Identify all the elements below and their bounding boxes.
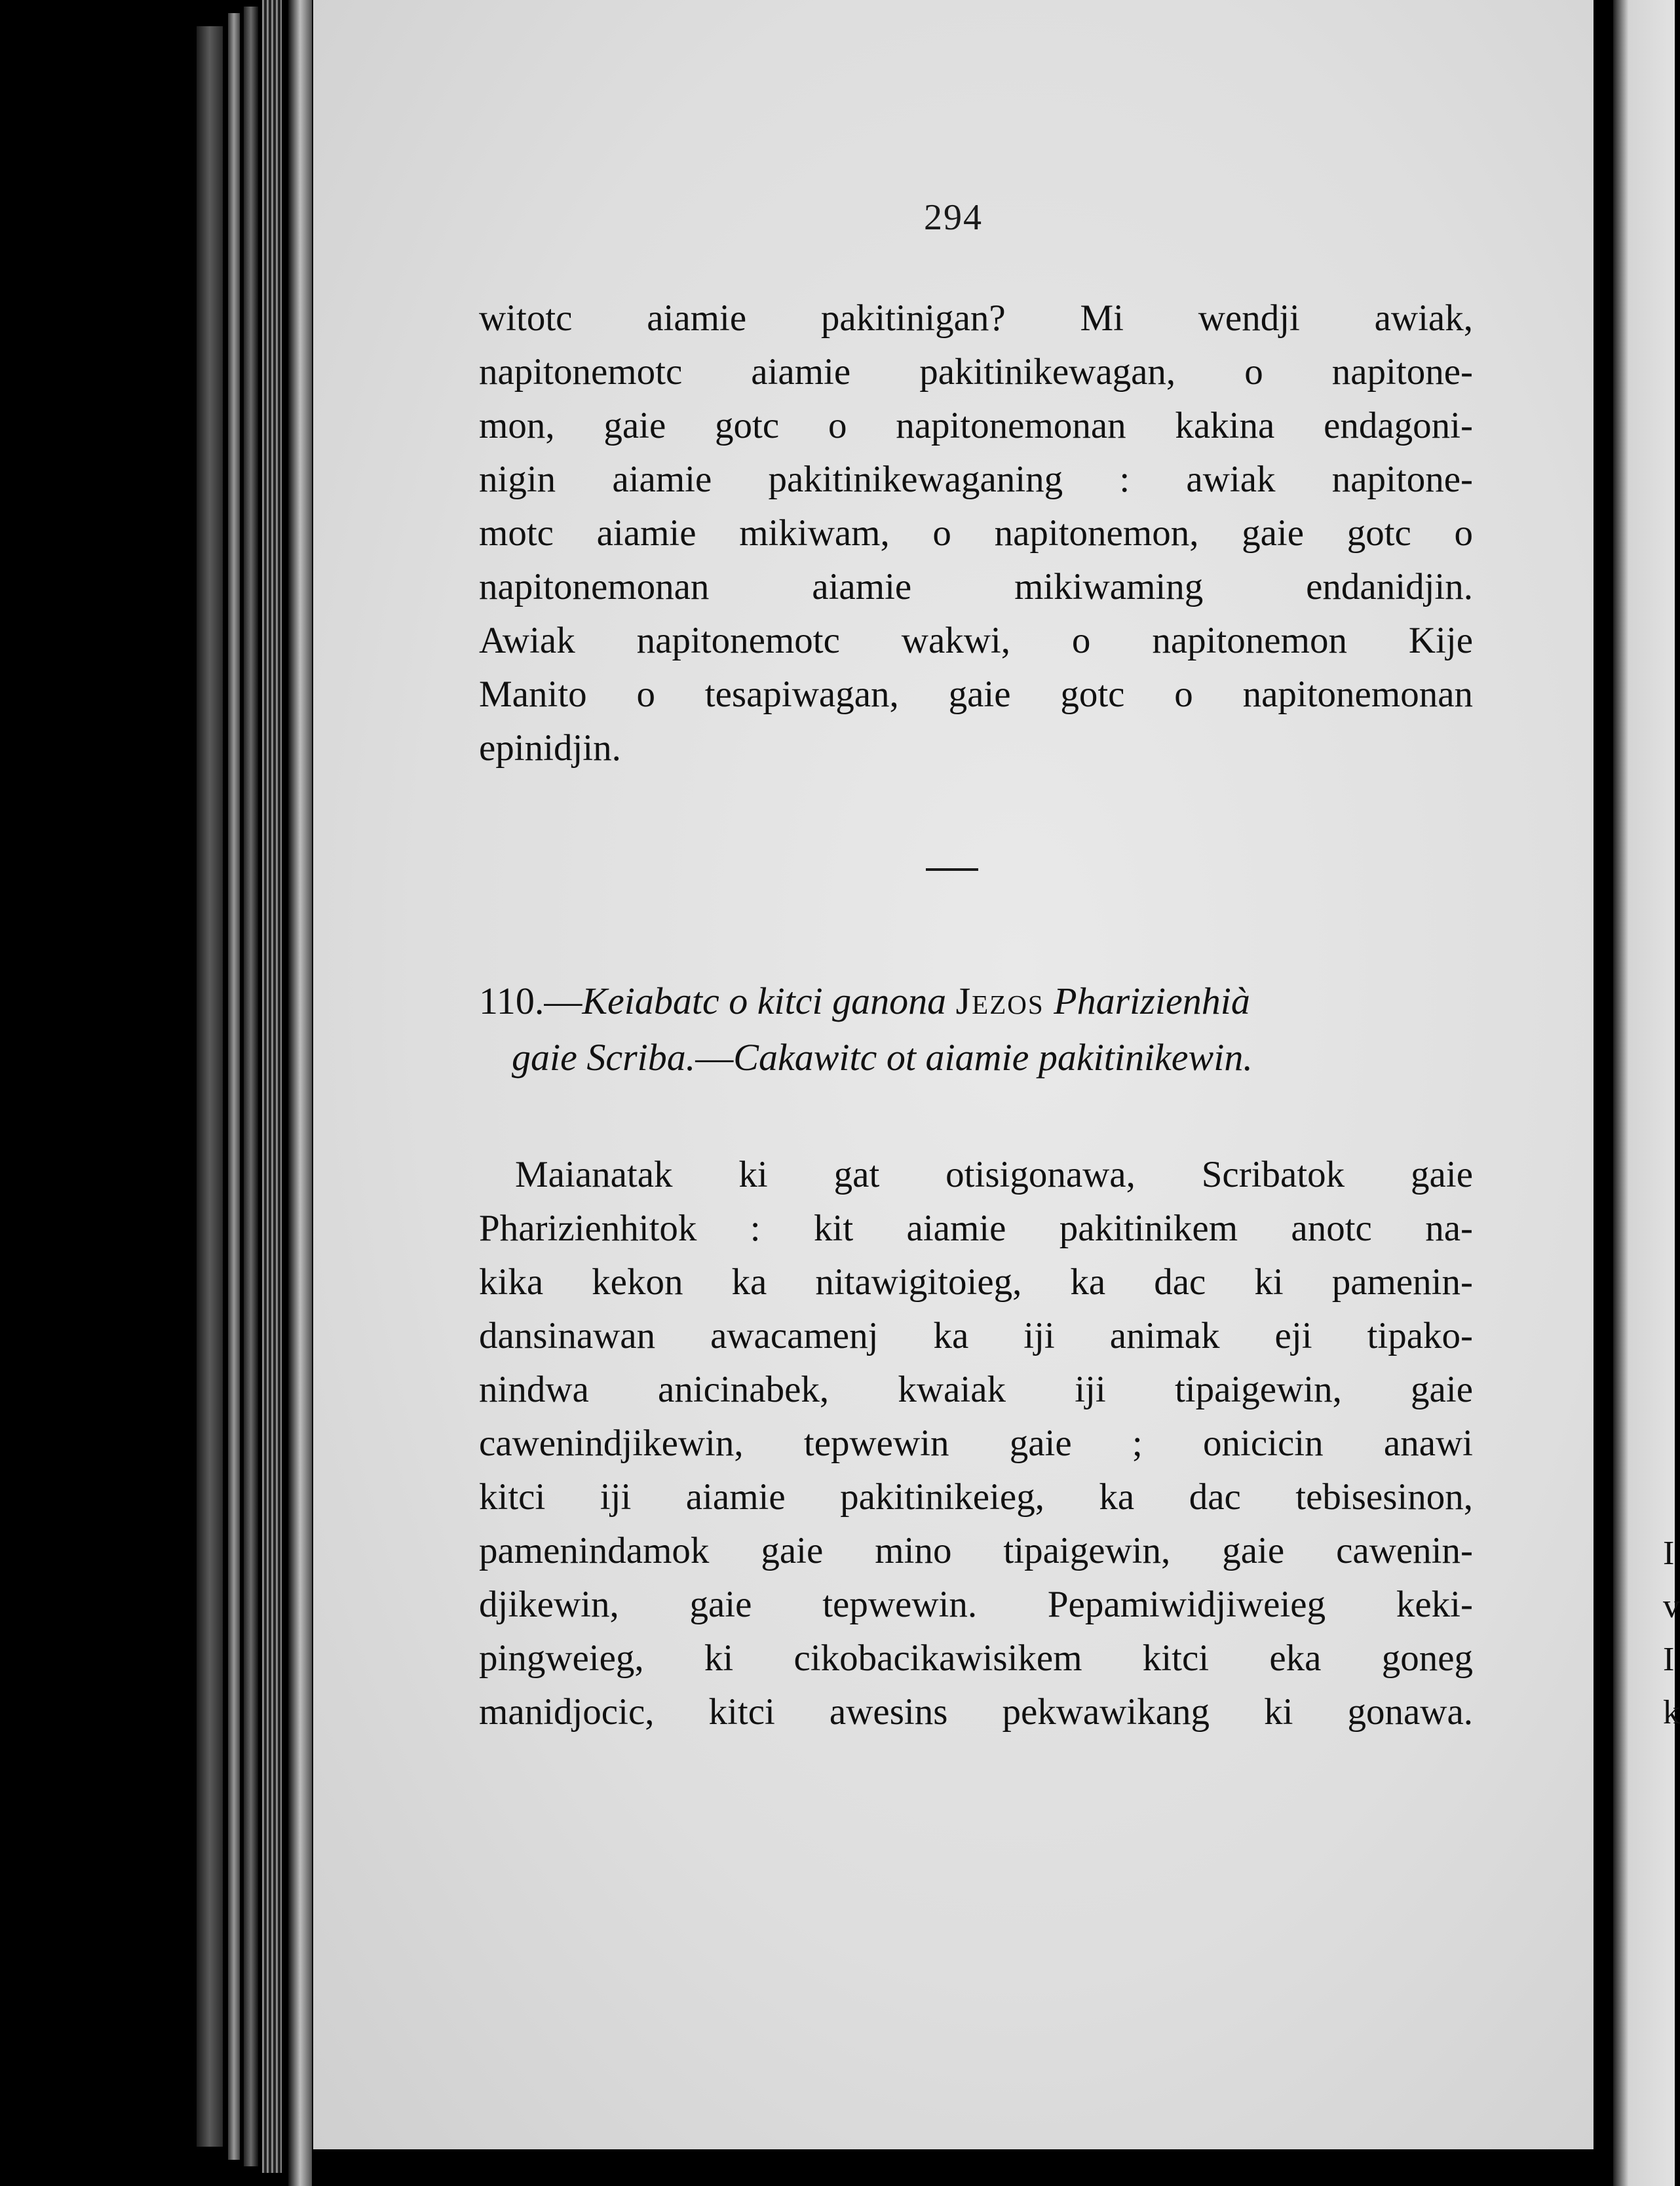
text-line: pamenindamok gaie mino tipaigewin, gaie cawenin- <box>479 1530 1473 1571</box>
paragraph-2 <box>479 1148 1473 1739</box>
paragraph-1 <box>479 292 1473 775</box>
heading-title: Keiabatc o kitci ganona <box>582 980 947 1022</box>
section-divider <box>926 868 978 871</box>
text-line: dansinawan awacamenj ka iji animak eji tipako- <box>479 1315 1473 1356</box>
page-edge-strip <box>262 0 282 2173</box>
section-heading-line-1 <box>479 973 1475 1029</box>
heading-subtitle-end: Cakawitc ot aiamie pakitinikewin. <box>733 1036 1253 1079</box>
text-line: manidjocic, kitci awesins pekwawikang ki gonawa. <box>479 1691 1473 1733</box>
text-line: nigin aiamie pakitinikewaganing : awiak napitone- <box>479 459 1473 500</box>
text-line: motc aiamie mikiwam, o napitonemon, gaie gotc o <box>479 512 1473 554</box>
text-line: djikewin, gaie tepwewin. Pepamiwidjiweieg keki- <box>479 1584 1473 1625</box>
section-number: 110. <box>479 980 544 1022</box>
text-line: napitonemonan aiamie mikiwaming endanidjin. <box>479 566 1473 607</box>
adjacent-page-text-fragment: I v I k <box>1663 1535 1680 1731</box>
heading-dash: — <box>695 1036 734 1079</box>
page-edge-strip <box>228 13 240 2160</box>
section-heading-line-2 <box>479 1029 1475 1086</box>
page-edge-strip <box>197 26 223 2147</box>
text-line: epinidjin. <box>479 727 621 769</box>
book-page-edges <box>0 0 315 2186</box>
text-line: cawenindjikewin, tepwewin gaie ; onicicin anawi <box>479 1423 1473 1464</box>
text-line: Awiak napitonemotc wakwi, o napitonemon Kije <box>479 620 1473 661</box>
text-line: pingweieg, ki cikobacikawisikem kitci eka goneg <box>479 1638 1473 1679</box>
heading-title-end: Pharizienhià <box>1054 980 1250 1022</box>
text-line: kitci iji aiamie pakitinikeieg, ka dac tebisesinon, <box>479 1476 1473 1518</box>
text-line: nindwa anicinabek, kwaiak iji tipaigewin, gaie <box>479 1369 1473 1410</box>
adjacent-page <box>1613 0 1675 2186</box>
page-edge-strip <box>288 0 312 2186</box>
text-line: Maianatak ki gat otisigonawa, Scribatok gaie <box>515 1154 1473 1195</box>
heading-dash: — <box>544 980 582 1022</box>
section-heading <box>479 973 1475 1086</box>
text-line: mon, gaie gotc o napitonemonan kakina endagoni- <box>479 405 1473 446</box>
text-line: witotc aiamie pakitinigan? Mi wendji awiak, <box>479 297 1473 339</box>
text-line: Manito o tesapiwagan, gaie gotc o napitonemonan <box>479 674 1473 715</box>
book-page <box>313 0 1594 2149</box>
text-line: kika kekon ka nitawigitoieg, ka dac ki pamenin- <box>479 1261 1473 1303</box>
heading-subtitle: gaie Scriba. <box>512 1036 696 1079</box>
page-edge-strip <box>244 7 258 2166</box>
page-number: 294 <box>924 197 983 238</box>
text-line: Pharizienhitok : kit aiamie pakitinikem anotc na- <box>479 1208 1473 1249</box>
heading-name: Jezos <box>955 980 1044 1022</box>
text-line: napitonemotc aiamie pakitinikewagan, o napitone- <box>479 351 1473 393</box>
